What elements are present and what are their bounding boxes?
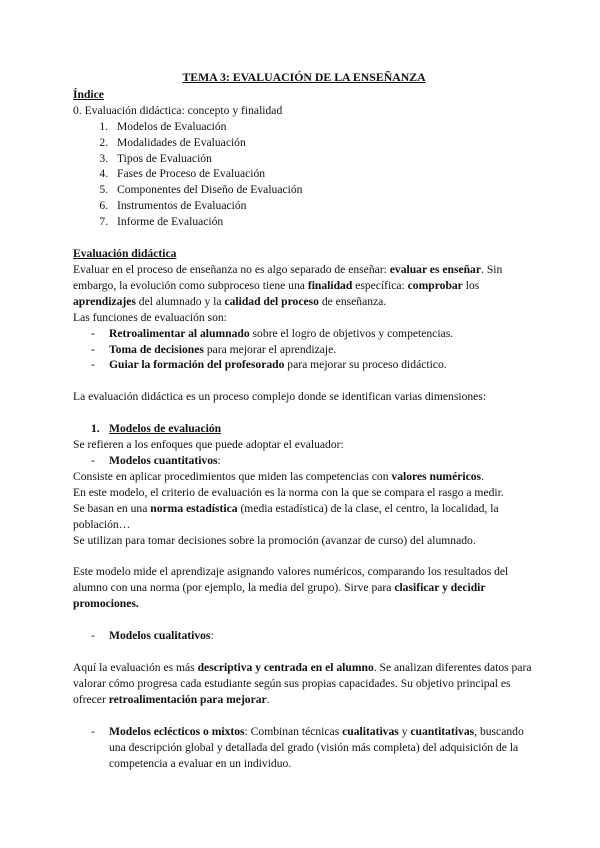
section-heading-evaluacion: Evaluación didáctica [73,247,177,261]
index-item: 1. Modelos de Evaluación [111,119,535,135]
paragraph-q1: Aquí la evaluación es más descriptiva y centrada en el alumno. Se analizan diferentes datos para valorar cómo progresa cada estudiante según sus propias capacidades. Su objetivo principal es ofrecer retroalimentación para mejorar. [73,661,532,706]
dash-icon: - [91,358,95,372]
list-item: - Modelos eclécticos o mixtos: Combinan técnicas cualitativas y cuantitativas, buscando una descripción global y detallada del grado (visión más completa) del adquisición de la competencia a evaluar en un individuo. [91,724,524,770]
paragraph-evaluacion: Evaluar en el proceso de enseñanza no es algo separado de enseñar: evaluar es enseñar. Sin embargo, la evolución como subproceso tiene una finalidad específica: comprobar los aprendizajes del alumnado y la calidad del proceso de enseñanza. [73,262,503,308]
paragraph-c1: Consiste en aplicar procedimientos que miden las competencias con valores numéricos. [73,469,484,483]
list-item: - Modelos cuantitativos: [91,454,221,468]
index-heading: Índice [73,87,104,101]
document-title: TEMA 3: EVALUACIÓN DE LA ENSEÑANZA [182,70,426,84]
modelos-cuantitativos [73,453,535,469]
section-title: Modelos de evaluación [109,422,222,436]
section-number: 1. [91,422,100,436]
dash-icon: - [91,629,95,643]
dash-icon: - [91,342,95,356]
funciones-list [73,326,535,374]
paragraph-c5: Este modelo mide el aprendizaje asignando valores numéricos, comparando los resultados del alumno con una norma (por ejemplo, la media del grupo). Sirve para clasificar y decidir promociones. [73,565,509,611]
modelos-cualitativos [73,628,535,644]
index-list [73,119,535,230]
list-item: - Toma de decisiones para mejorar el aprendizaje. [91,342,337,356]
modelos-eclecticos [73,724,535,772]
modelos-intro: Se refieren a los enfoques que puede adoptar el evaluador: [73,438,344,452]
paragraph-dimensiones: La evaluación didáctica es un proceso complejo donde se identifican varias dimensiones: [73,390,487,404]
dash-icon: - [91,454,95,468]
list-item: - Modelos cualitativos: [91,629,214,643]
index-item: 7. Informe de Evaluación [111,214,535,230]
document-page [73,70,535,772]
index-item: 5. Componentes del Diseño de Evaluación [111,182,535,198]
paragraph-c2: En este modelo, el criterio de evaluación es la norma con la que se compara el rasgo a medir. [73,485,504,499]
dash-icon: - [91,326,95,340]
index-item: 3. Tipos de Evaluación [111,151,535,167]
index-item: 2. Modalidades de Evaluación [111,135,535,151]
paragraph-c4: Se utilizan para tomar decisiones sobre la promoción (avanzar de curso) del alumnado. [73,533,476,547]
index-intro: 0. Evaluación didáctica: concepto y finalidad [73,103,283,117]
section-heading-modelos [73,421,535,437]
index-item: 6. Instrumentos de Evaluación [111,198,535,214]
index-item: 4. Fases de Proceso de Evaluación [111,166,535,182]
funciones-intro: Las funciones de evaluación son: [73,310,227,324]
dash-icon: - [91,724,95,738]
list-item: - Guiar la formación del profesorado para mejorar su proceso didáctico. [91,358,447,372]
paragraph-c3: Se basan en una norma estadística (media estadística) de la clase, el centro, la localidad, la población… [73,501,499,531]
list-item: - Retroalimentar al alumnado sobre el logro de objetivos y competencias. [91,326,454,340]
